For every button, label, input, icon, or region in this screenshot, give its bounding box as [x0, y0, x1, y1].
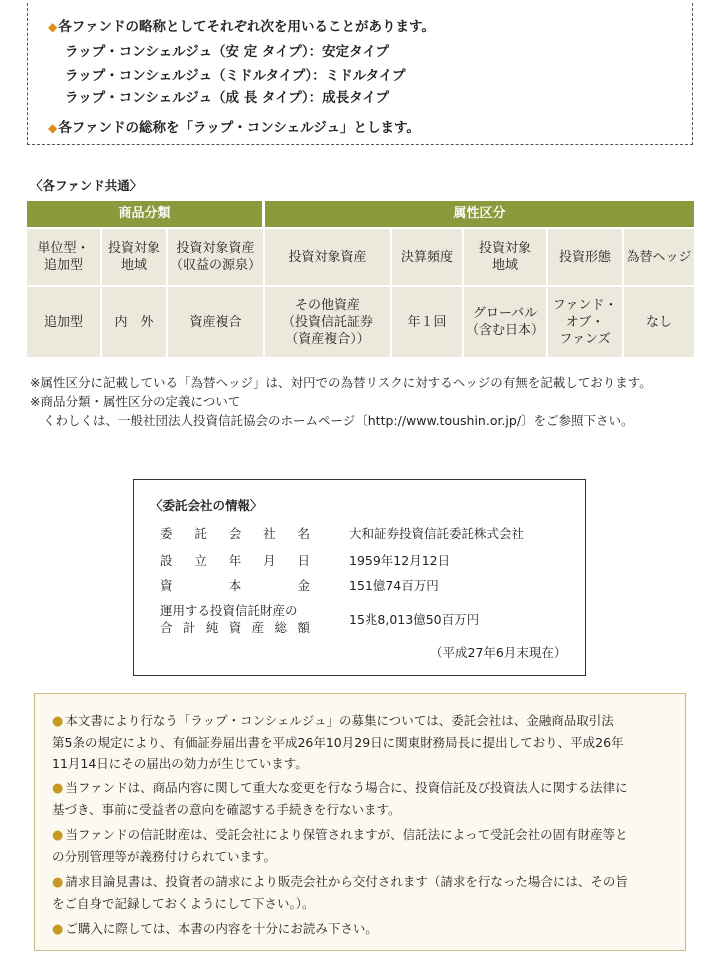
header-attribute-classification: 属性区分	[265, 201, 694, 227]
as-of-date: （平成27年6月末現在）	[430, 645, 567, 660]
fund-abbrev-row: ラップ・コンシェルジュ（ミドルタイプ）：ミドルタイプ	[65, 68, 406, 84]
capital-value: 151億74百万円	[349, 578, 439, 593]
total-net-assets-label-2: 合 計 純 資 産 総 額	[160, 620, 310, 635]
collective-name: ◆各ファンドの総称を「ラップ・コンシェルジュ」とします。	[48, 120, 420, 136]
established-date-value: 1959年12月12日	[349, 553, 451, 568]
header-product-classification: 商品分類	[27, 201, 262, 227]
disclaimer-item: ● 請求目論見書は、投資者の請求により販売会社から交付されます（請求を行なった場合には、その旨 をご自身で記録しておくようにして下さい。）。	[52, 874, 628, 911]
value-cell: なし	[624, 287, 694, 357]
classification-caption: 〈各ファンド共通〉	[30, 178, 143, 193]
definition-note: ※商品分類・属性区分の定義について	[30, 394, 241, 409]
company-name-label: 委 託 会 社 名	[160, 526, 310, 541]
column-header-cell: 投資対象 地域	[464, 229, 546, 285]
column-header-cell: 投資対象 地域	[102, 229, 166, 285]
definition-detail: くわしくは、一般社団法人投資信託協会のホームページ〔http://www.toushin.or.jp/〕をご参照下さい。	[43, 413, 634, 428]
fund-abbreviation-notice	[27, 3, 693, 145]
total-net-assets-value: 15兆8,013億50百万円	[349, 612, 480, 627]
disclaimer-box	[34, 693, 686, 951]
value-cell: 内 外	[102, 287, 166, 357]
disclaimer-item: ● 当ファンドの信託財産は、受託会社により保管されますが、信託法によって受託会社の固有財産等と の分別管理等が義務付けられています。	[52, 827, 628, 864]
circle-bullet-icon: ●	[52, 828, 64, 843]
disclaimer-item: ● ご購入に際しては、本書の内容を十分にお読み下さい。	[52, 921, 378, 937]
value-cell: 年１回	[392, 287, 462, 357]
company-info-box	[133, 479, 586, 676]
value-cell: グローバル （含む日本）	[464, 287, 546, 357]
diamond-bullet-icon: ◆	[48, 20, 58, 34]
total-net-assets-label-1: 運用する投資信託財産の	[160, 603, 298, 618]
value-cell: 資産複合	[168, 287, 263, 357]
column-header-cell: 投資対象資産 （収益の源泉）	[168, 229, 263, 285]
column-header-cell: 決算頻度	[392, 229, 462, 285]
hedge-note: ※属性区分に記載している「為替ヘッジ」は、対円での為替リスクに対するヘッジの有無を記載しております。	[30, 375, 652, 390]
capital-label: 資 本 金	[160, 578, 310, 593]
company-name-value: 大和証券投資信託委託株式会社	[349, 526, 525, 541]
established-date-label: 設 立 年 月 日	[160, 553, 310, 568]
column-header-cell: 単位型・ 追加型	[27, 229, 100, 285]
circle-bullet-icon: ●	[52, 875, 64, 890]
company-info-title: 〈委託会社の情報〉	[150, 498, 263, 513]
circle-bullet-icon: ●	[52, 781, 64, 796]
disclaimer-item: ● 当ファンドは、商品内容に関して重大な変更を行なう場合に、投資信託及び投資法人に関する法律に 基づき、事前に受益者の意向を確認する手続きを行ないます。	[52, 780, 628, 817]
value-cell: ファンド・ オブ・ ファンズ	[548, 287, 622, 357]
column-header-cell: 投資対象資産	[265, 229, 390, 285]
column-header-cell: 投資形態	[548, 229, 622, 285]
diamond-bullet-icon: ◆	[48, 121, 58, 135]
abbrev-intro: ◆各ファンドの略称としてそれぞれ次を用いることがあります。	[48, 19, 435, 35]
circle-bullet-icon: ●	[52, 922, 64, 937]
column-header-cell: 為替ヘッジ	[624, 229, 694, 285]
disclaimer-item: ● 本文書により行なう「ラップ・コンシェルジュ」の募集については、委託会社は、金融商品取引法 第5条の規定により、有価証券届出書を平成26年10月29日に関東財務局長に提出しており、平成26年 11月14日にその届出の効力が生じています。	[52, 713, 624, 771]
fund-abbrev-row: ラップ・コンシェルジュ（安 定 タイプ）：安定タイプ	[65, 44, 389, 60]
value-cell: 追加型	[27, 287, 100, 357]
fund-abbrev-row: ラップ・コンシェルジュ（成 長 タイプ）：成長タイプ	[65, 90, 389, 106]
value-cell: その他資産 （投資信託証券 （資産複合））	[265, 287, 390, 357]
circle-bullet-icon: ●	[52, 714, 64, 729]
